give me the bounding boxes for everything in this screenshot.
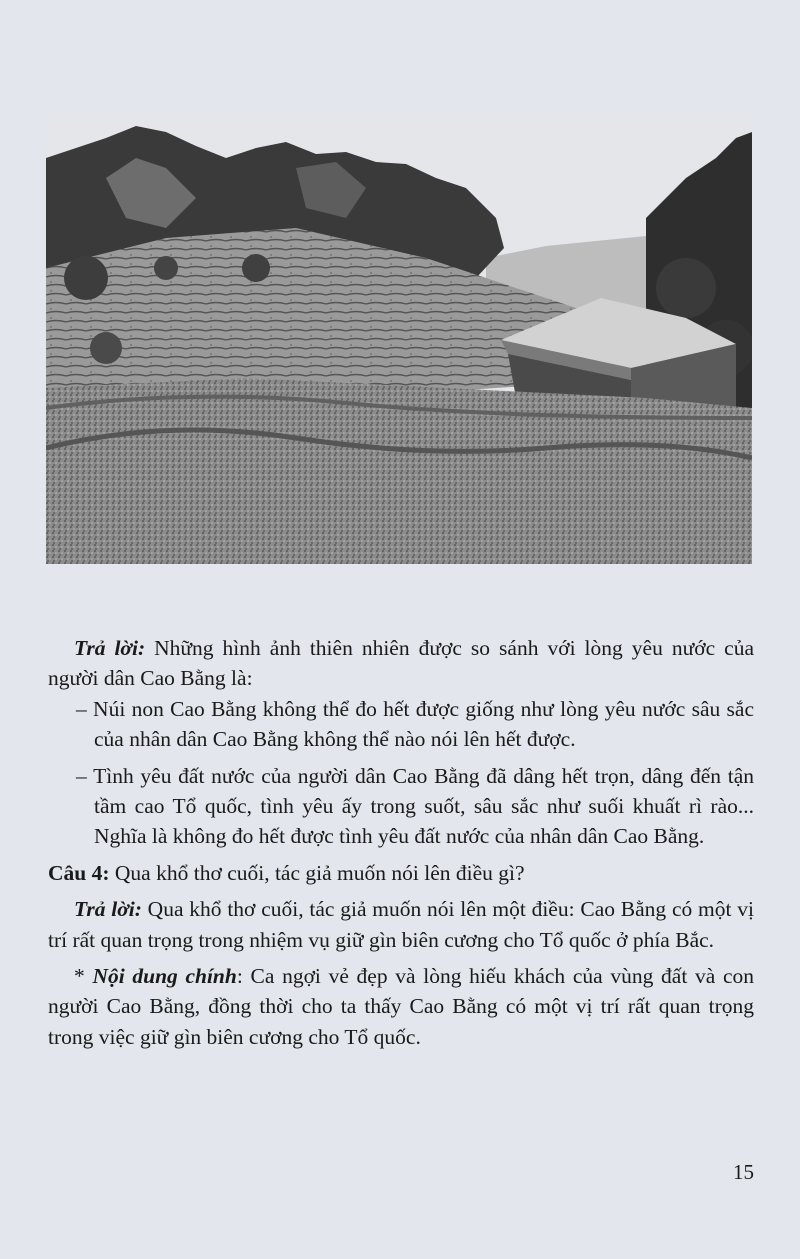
tree (656, 258, 716, 318)
answer-label: Trả lời: (74, 897, 142, 922)
question4-paragraph (48, 858, 754, 888)
body-text (48, 633, 754, 1052)
answer-text: Qua khổ thơ cuối, tác giả muốn nói lên một điều: Cao Bằng có một vị trí rất quan trọng trong nhiệm vụ giữ gìn biên cương cho Tổ quốc ở phía Bắc. (48, 897, 754, 952)
landscape-illustration (46, 118, 752, 564)
bullet-item: – Núi non Cao Bằng không thể đo hết được giống như lòng yêu nước sâu sắc của nhân dân Cao Bằng không thể nào nói lên hết được. (76, 696, 754, 752)
main-content-label: Nội dung chính (92, 964, 237, 989)
main-content-colon: : (236, 964, 243, 989)
answer4-paragraph (48, 894, 754, 955)
question-label: Câu 4: (48, 860, 110, 885)
tree (64, 256, 108, 300)
answer-text: Những hình ảnh thiên nhiên được so sánh với lòng yêu nước của người dân Cao Bằng là: (48, 636, 754, 691)
bullet-item: – Tình yêu đất nước của người dân Cao Bằng đã dâng hết trọn, dâng đến tận tầm cao Tổ quốc, tình yêu ấy trong suốt, sâu sắc như suối khuất rì rào... Nghĩa là không đo hết được tình yêu đất nước của nhân dân Cao Bằng. (76, 763, 754, 849)
landscape-photo (46, 118, 752, 564)
tree (90, 332, 122, 364)
main-content-text: Ca ngợi vẻ đẹp và lòng hiếu khách của vùng đất và con người Cao Bằng, đồng thời cho ta thấy Cao Bằng có một vị trí rất quan trọng trong việc giữ gìn biên cương cho Tổ quốc. (48, 964, 754, 1049)
page-number: 15 (733, 1160, 754, 1184)
question-text: Qua khổ thơ cuối, tác giả muốn nói lên điều gì? (109, 860, 525, 885)
tree (154, 256, 178, 280)
answer-label: Trả lời: (74, 636, 146, 660)
main-content-paragraph (48, 961, 754, 1052)
tree (242, 254, 270, 282)
star-marker: * (74, 964, 93, 989)
answer3-paragraph (48, 633, 754, 694)
